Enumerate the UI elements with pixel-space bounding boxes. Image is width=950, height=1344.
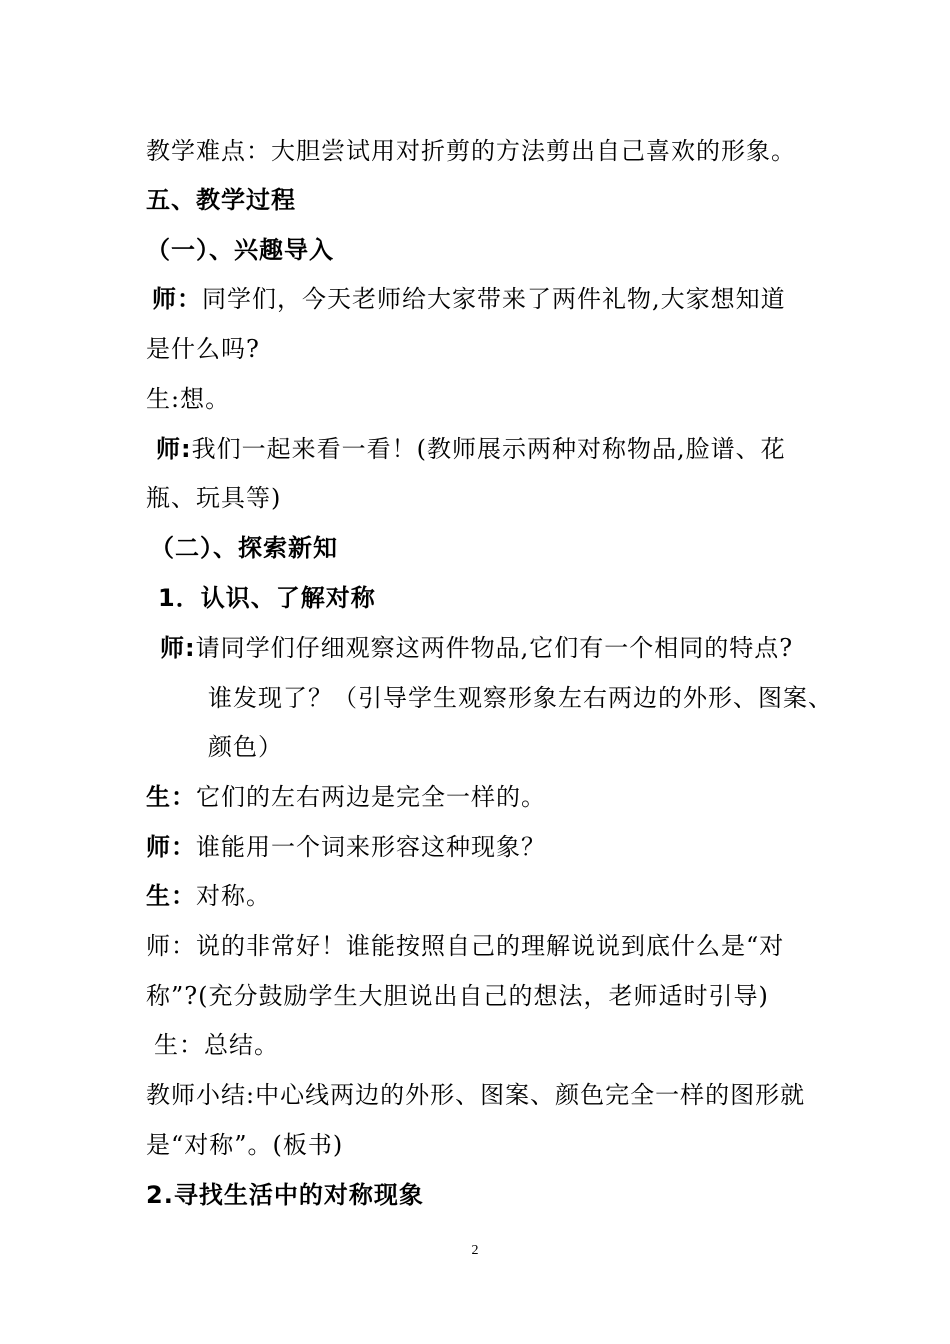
line-text: 瓶、玩具等) [146,484,282,512]
dialogue-teacher-3-cont [208,683,833,713]
dialogue-teacher-4 [146,832,546,862]
dialogue-teacher-3 [160,633,793,663]
speaker-label: 师： [152,285,202,313]
line-text: 生：总结。 [154,1031,279,1059]
line-text: 师：说的非常好！谁能按照自己的理解说说到底什么是“对 [146,932,785,960]
heading-text: 1．认识、了解对称 [158,584,376,612]
dialogue-teacher-5-cont [146,981,769,1011]
speaker-label: 生： [146,783,196,811]
line-text: 是什么吗? [146,335,260,363]
line-text: 生:想。 [146,385,231,413]
subheading-interest-intro [146,235,334,265]
dialogue-teacher-3-cont2 [208,732,283,762]
subheading-find-symmetry [146,1180,424,1210]
speaker-label: 师: [160,634,196,662]
dialogue-student-2 [146,782,546,812]
line-text: 同学们，今天老师给大家带来了两件礼物,大家想知道 [202,285,786,313]
line-text: 称”?(充分鼓励学生大胆说出自己的想法，老师适时引导) [146,982,769,1010]
heading-text: 2.寻找生活中的对称现象 [146,1181,424,1209]
line-text: 我们一起来看一看！(教师展示两种对称物品,脸谱、花 [191,435,786,463]
line-text: 请同学们仔细观察这两件物品,它们有一个相同的特点? [195,634,794,662]
page-number: 2 [471,1243,479,1258]
dialogue-teacher-1-cont [146,334,260,364]
subheading-explore-new [150,533,338,563]
dialogue-teacher-2-cont [146,483,281,513]
speaker-label: 生： [146,882,196,910]
line-text: 教学难点：大胆尝试用对折剪的方法剪出自己喜欢的形象。 [146,137,796,165]
heading-text: （二）、探索新知 [150,534,338,562]
paragraph-teaching-difficulty [146,136,796,166]
teacher-summary [146,1080,805,1110]
speaker-label: 师： [146,833,196,861]
dialogue-teacher-5 [146,931,784,961]
line-text: 颜色） [208,733,283,761]
teacher-summary-cont [146,1130,343,1160]
dialogue-teacher-2 [156,434,786,464]
line-text: 它们的左右两边是完全一样的。 [196,783,546,811]
line-text: 谁发现了？（引导学生观察形象左右两边的外形、图案、 [208,684,833,712]
subheading-understand-symmetry [158,583,376,613]
line-text: 对称。 [196,882,271,910]
speaker-label: 师: [156,435,192,463]
line-text: 谁能用一个词来形容这种现象？ [196,833,546,861]
dialogue-teacher-1 [152,284,786,314]
line-text: 教师小结:中心线两边的外形、图案、颜色完全一样的图形就 [146,1081,806,1109]
heading-text: 五、教学过程 [146,186,296,214]
dialogue-student-1 [146,384,230,414]
dialogue-student-3 [146,881,271,911]
section-heading-teaching-process [146,185,296,215]
line-text: 是“对称”。(板书) [146,1131,344,1159]
heading-text: （一）、兴趣导入 [146,236,334,264]
dialogue-student-4 [154,1030,279,1060]
